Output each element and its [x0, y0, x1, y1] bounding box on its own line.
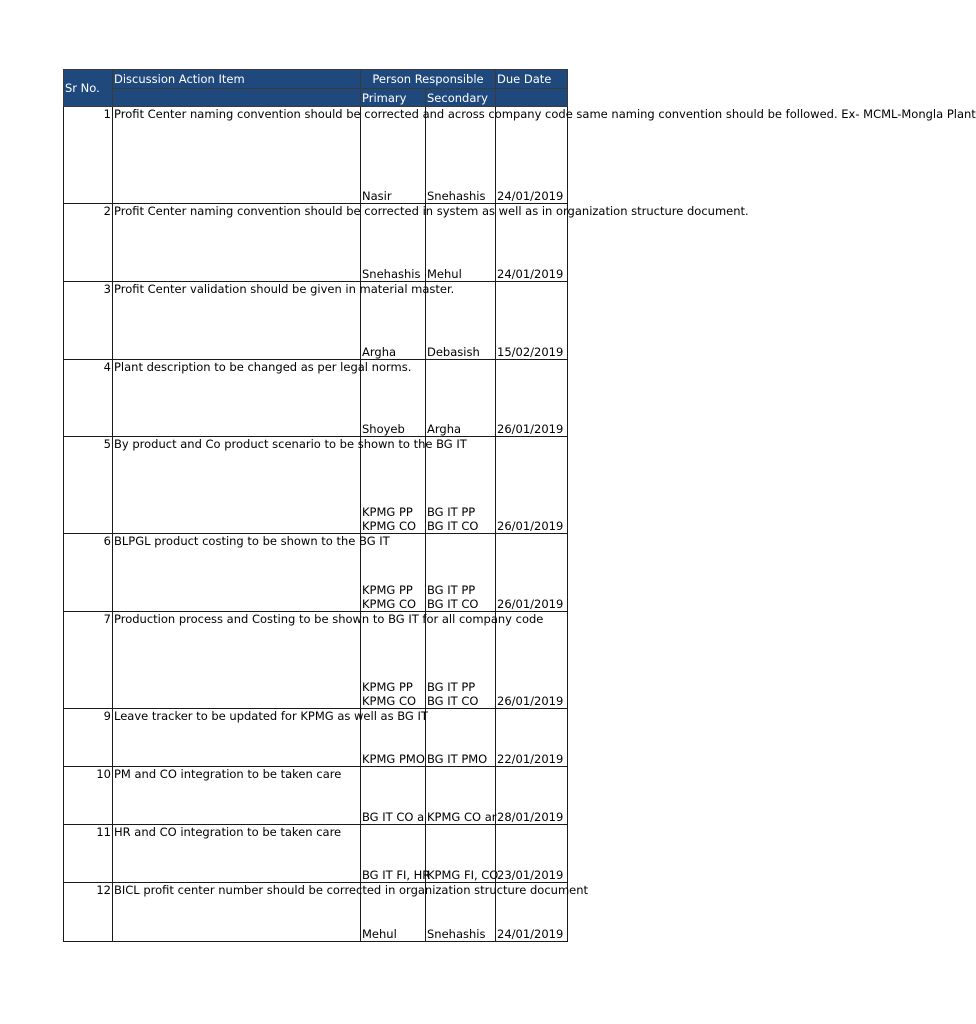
header-blank	[113, 89, 361, 107]
action-item-cell: Profit Center validation should be given in material master.	[113, 282, 361, 360]
due-date-cell: 22/01/2019	[496, 709, 568, 767]
header-primary: Primary	[361, 89, 426, 107]
due-date-cell: 15/02/2019	[496, 282, 568, 360]
due-date-cell: 26/01/2019	[496, 437, 568, 534]
primary-cell-line: Mehul	[362, 927, 397, 941]
table-row	[64, 282, 568, 360]
header-row-2	[64, 89, 568, 107]
due-date-cell: 28/01/2019	[496, 767, 568, 825]
primary-cell-line: Snehashis	[362, 267, 421, 281]
table-row	[64, 883, 568, 942]
sr-no-cell: 5	[64, 437, 113, 534]
primary-cell-line: KPMG PP	[362, 583, 413, 597]
secondary-cell	[426, 360, 496, 437]
due-date-cell: 26/01/2019	[496, 612, 568, 709]
sr-no-cell: 7	[64, 612, 113, 709]
secondary-cell	[426, 767, 496, 825]
action-item-cell: By product and Co product scenario to be shown to the BG IT	[113, 437, 361, 534]
table-row	[64, 107, 568, 204]
secondary-cell	[426, 107, 496, 204]
primary-cell	[361, 107, 426, 204]
table-row	[64, 204, 568, 282]
primary-cell-line: BG IT FI, HR	[362, 868, 431, 882]
sr-no-cell: 6	[64, 534, 113, 612]
primary-cell-line: KPMG PP	[362, 505, 413, 519]
secondary-cell-line: Argha	[427, 422, 462, 436]
action-item-cell: PM and CO integration to be taken care	[113, 767, 361, 825]
secondary-cell-line: BG IT CO	[427, 597, 479, 611]
primary-cell	[361, 437, 426, 534]
secondary-cell	[426, 437, 496, 534]
due-date-cell: 24/01/2019	[496, 107, 568, 204]
table-row	[64, 709, 568, 767]
table-row	[64, 767, 568, 825]
action-item-cell: BLPGL product costing to be shown to the BG IT	[113, 534, 361, 612]
secondary-cell	[426, 825, 499, 883]
action-items-table	[63, 69, 976, 942]
header-blank-due	[496, 89, 568, 107]
primary-cell-line: Argha	[362, 345, 397, 359]
primary-cell-line: Shoyeb	[362, 422, 405, 436]
secondary-cell-line: KPMG FI, CO	[427, 868, 499, 882]
secondary-cell-line: BG IT CO	[427, 694, 479, 708]
action-item-cell: Plant description to be changed as per legal norms.	[113, 360, 361, 437]
secondary-cell-line: BG IT PP	[427, 680, 476, 694]
sr-no-cell: 1	[64, 107, 113, 204]
sr-no-cell: 4	[64, 360, 113, 437]
primary-cell	[361, 612, 426, 709]
primary-cell	[361, 767, 426, 825]
due-date-cell: 26/01/2019	[496, 534, 568, 612]
sr-no-cell: 12	[64, 883, 113, 942]
primary-cell-line: KPMG PP	[362, 680, 413, 694]
action-item-cell: Profit Center naming convention should be corrected and across company code same naming convention should be followed. Ex- MCML-Mongla Plant	[113, 107, 361, 204]
secondary-cell-line: Mehul	[427, 267, 462, 281]
action-item-cell: Leave tracker to be updated for KPMG as well as BG IT	[113, 709, 361, 767]
primary-cell-line: KPMG CO	[362, 694, 417, 708]
primary-cell-line: Nasir	[362, 189, 392, 203]
due-date-cell: 24/01/2019	[496, 883, 568, 942]
header-due-date: Due Date	[496, 70, 568, 89]
secondary-cell-line: BG IT PP	[427, 505, 476, 519]
action-item-cell: Production process and Costing to be shown to BG IT for all company code	[113, 612, 361, 709]
due-date-cell: 24/01/2019	[496, 204, 568, 282]
header-person-responsible: Person Responsible	[361, 70, 496, 89]
header-secondary: Secondary	[426, 89, 496, 107]
table-row	[64, 612, 568, 709]
secondary-cell-line: KPMG CO ar	[427, 810, 497, 824]
sr-no-cell: 9	[64, 709, 113, 767]
secondary-cell	[426, 534, 496, 612]
primary-cell-line: KPMG PMO	[362, 752, 425, 766]
secondary-cell-line: BG IT PMO	[427, 752, 488, 766]
table-row	[64, 534, 568, 612]
action-item-cell: HR and CO integration to be taken care	[113, 825, 361, 883]
table-row	[64, 437, 568, 534]
sr-no-cell: 3	[64, 282, 113, 360]
secondary-cell-line: BG IT PP	[427, 583, 476, 597]
table-row	[64, 360, 568, 437]
action-item-cell: BICL profit center number should be corrected in organization structure document	[113, 883, 361, 942]
header-row-1	[64, 70, 568, 89]
table-row	[64, 825, 568, 883]
primary-cell-line: KPMG CO	[362, 519, 417, 533]
action-item-cell: Profit Center naming convention should be corrected in system as well as in organization structure document.	[113, 204, 361, 282]
header-discussion-action-item: Discussion Action Item	[113, 70, 361, 89]
secondary-cell-line: BG IT CO	[427, 519, 479, 533]
header-sr-no: Sr No.	[64, 70, 113, 107]
secondary-cell-line: Debasish	[427, 345, 480, 359]
secondary-cell-line: Snehashis	[427, 189, 486, 203]
sr-no-cell: 10	[64, 767, 113, 825]
sr-no-cell: 11	[64, 825, 113, 883]
secondary-cell-line: Snehashis	[427, 927, 486, 941]
sr-no-cell: 2	[64, 204, 113, 282]
primary-cell	[361, 825, 431, 883]
primary-cell-line: KPMG CO	[362, 597, 417, 611]
due-date-cell: 23/01/2019	[496, 825, 568, 883]
primary-cell-line: BG IT CO a	[362, 810, 425, 824]
due-date-cell: 26/01/2019	[496, 360, 568, 437]
secondary-cell	[426, 709, 496, 767]
secondary-cell	[426, 612, 496, 709]
